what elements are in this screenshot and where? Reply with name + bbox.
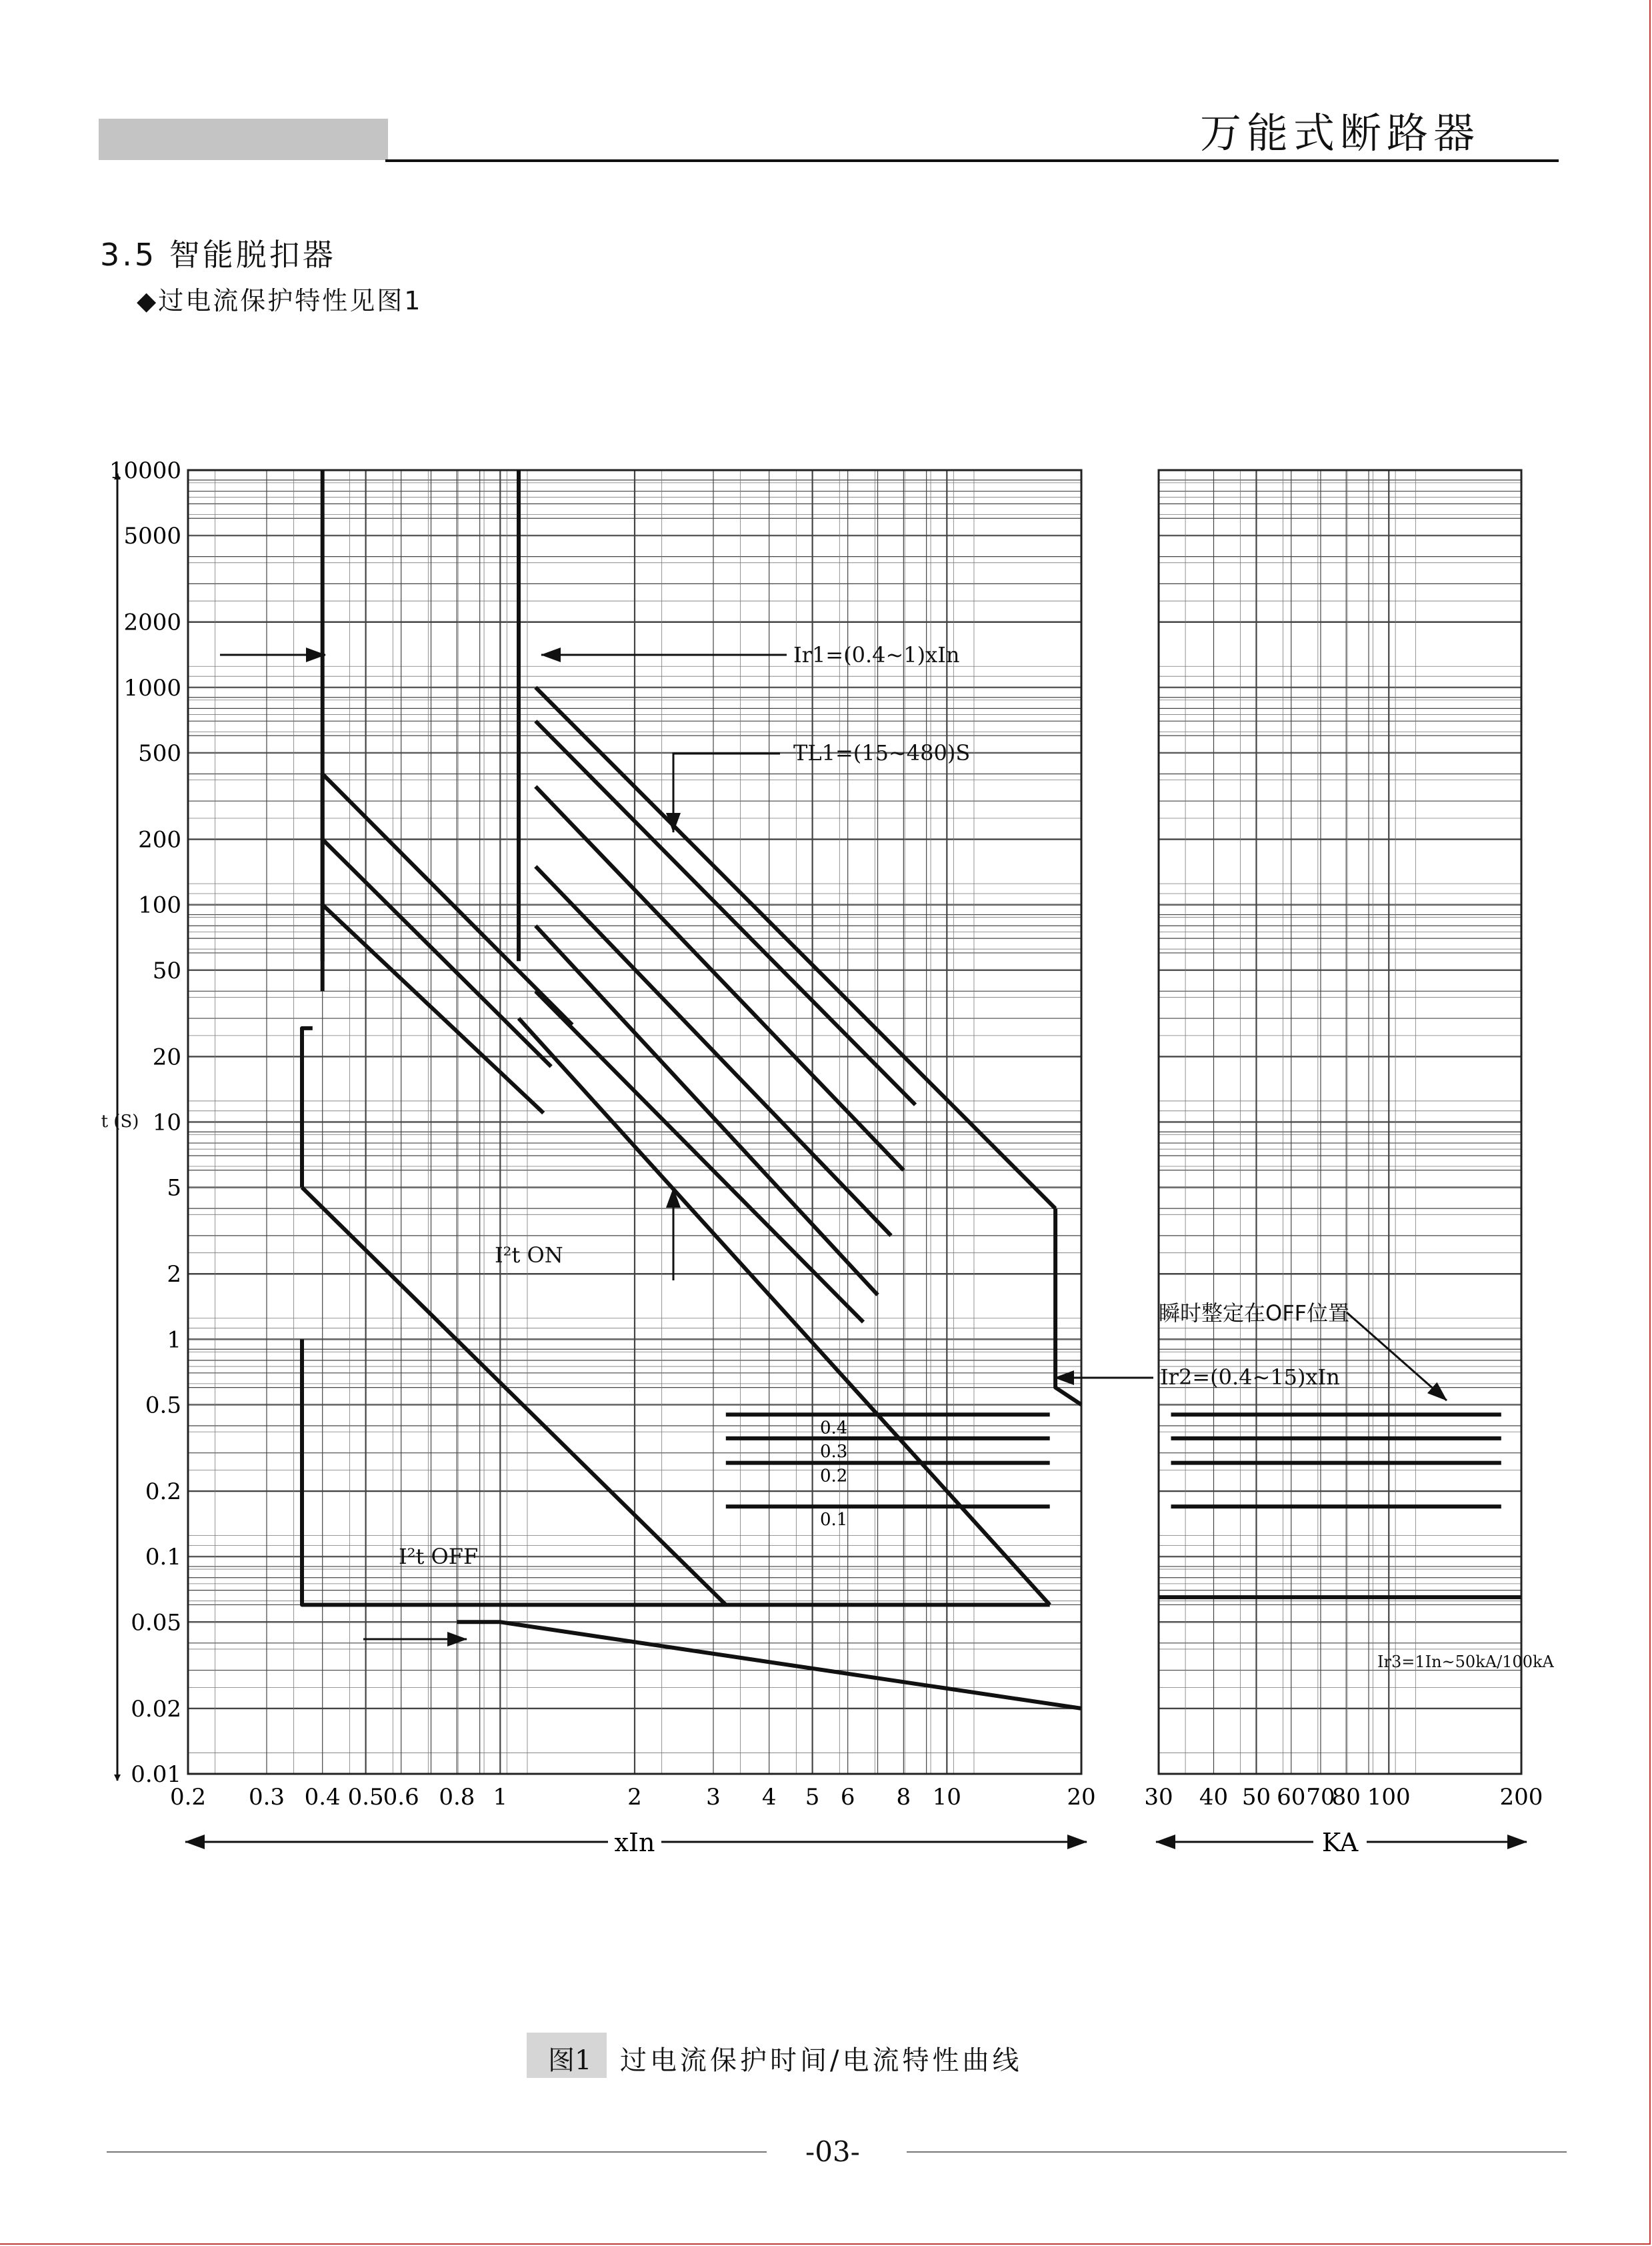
y-tick-label: 0.5 (145, 1392, 181, 1419)
x-tick-label: 70 (1306, 1784, 1335, 1811)
pointer-arrow-2 (673, 754, 780, 832)
caption-number: 图1 (548, 2045, 592, 2076)
x-tick-label: 200 (1499, 1784, 1543, 1811)
page-number: -03- (805, 2135, 860, 2168)
y-tick-label: 20 (152, 1044, 181, 1071)
annotation-i2t-off: I²t OFF (399, 1544, 479, 1569)
y-tick-label: 5 (167, 1174, 181, 1202)
trip-curve-3 (1055, 1208, 1081, 1404)
annotation-i2t-on: I²t ON (495, 1242, 563, 1268)
y-tick-label: 10 (152, 1109, 181, 1136)
x-tick-label: 0.5 (347, 1784, 384, 1811)
annotation-ir2: Ir2=(0.4~15)xIn (1160, 1364, 1340, 1390)
x-tick-label: 10 (932, 1784, 961, 1811)
x-tick-label: 0.8 (439, 1784, 475, 1811)
footer-rule-left (107, 2151, 767, 2153)
x-tick-label: 5 (805, 1784, 820, 1811)
y-tick-label: 0.05 (131, 1609, 181, 1636)
x-tick-label: 2 (627, 1784, 642, 1811)
y-tick-label: 2 (167, 1261, 181, 1288)
short-delay-label: 0.2 (820, 1466, 848, 1486)
y-axis-label: t (S) (101, 1112, 139, 1132)
x-tick-label: 0.6 (383, 1784, 419, 1811)
x-tick-label: 100 (1367, 1784, 1411, 1811)
delay-band-1 (535, 786, 903, 1170)
short-delay-label: 0.1 (820, 1510, 848, 1530)
x-axis-label: KA (1321, 1828, 1359, 1857)
x-tick-label: 80 (1331, 1784, 1361, 1811)
long-time-band-0 (323, 774, 573, 1024)
header-title: 万能式断路器 (1200, 109, 1481, 157)
section-title: 3.5 智能脱扣器 (100, 237, 336, 273)
x-tick-label: 8 (896, 1784, 911, 1811)
annotation-tl1: TL1=(15~480)S (793, 740, 971, 766)
y-tick-label: 500 (138, 740, 181, 767)
footer-rule-right (907, 2151, 1567, 2153)
annotation-ir1: Ir1=(0.4~1)xIn (793, 642, 960, 668)
x-tick-label: 0.3 (248, 1784, 285, 1811)
x-tick-label: 30 (1144, 1784, 1173, 1811)
y-tick-label: 200 (138, 826, 181, 854)
y-tick-label: 5000 (123, 523, 181, 550)
x-axis-label: xIn (614, 1828, 655, 1857)
x-tick-label: 1 (493, 1784, 508, 1811)
section-subtitle: ◆过电流保护特性见图1 (137, 286, 423, 315)
trip-curve-6 (302, 1028, 313, 1188)
annotation-instant-off: 瞬时整定在OFF位置 (1159, 1300, 1350, 1326)
x-tick-label: 20 (1067, 1784, 1096, 1811)
annotation-ir3: Ir3=1In~50kA/100kA (1377, 1652, 1554, 1671)
y-tick-label: 0.2 (145, 1478, 181, 1506)
y-tick-label: 1000 (123, 674, 181, 702)
long-time-band-2 (323, 905, 544, 1113)
x-tick-label: 4 (761, 1784, 777, 1811)
x-tick-label: 0.2 (169, 1784, 207, 1811)
short-delay-label: 0.4 (820, 1418, 848, 1438)
y-tick-label: 2000 (123, 609, 181, 636)
y-tick-label: 100 (138, 892, 181, 919)
y-tick-label: 0.1 (145, 1544, 181, 1571)
x-tick-label: 0.4 (304, 1784, 341, 1811)
x-tick-label: 6 (840, 1784, 855, 1811)
x-tick-label: 60 (1277, 1784, 1306, 1811)
short-delay-label: 0.3 (820, 1441, 848, 1462)
y-tick-label: 50 (152, 957, 181, 984)
y-tick-label: 10000 (109, 457, 181, 484)
x-tick-label: 50 (1241, 1784, 1271, 1811)
x-tick-label: 40 (1199, 1784, 1229, 1811)
trip-curve-4 (519, 1018, 1050, 1605)
y-tick-label: 0.02 (131, 1695, 181, 1723)
y-tick-label: 1 (167, 1326, 181, 1354)
caption-text: 过电流保护时间/电流特性曲线 (620, 2045, 1023, 2076)
y-tick-label: 0.01 (131, 1761, 181, 1788)
x-tick-label: 3 (706, 1784, 721, 1811)
